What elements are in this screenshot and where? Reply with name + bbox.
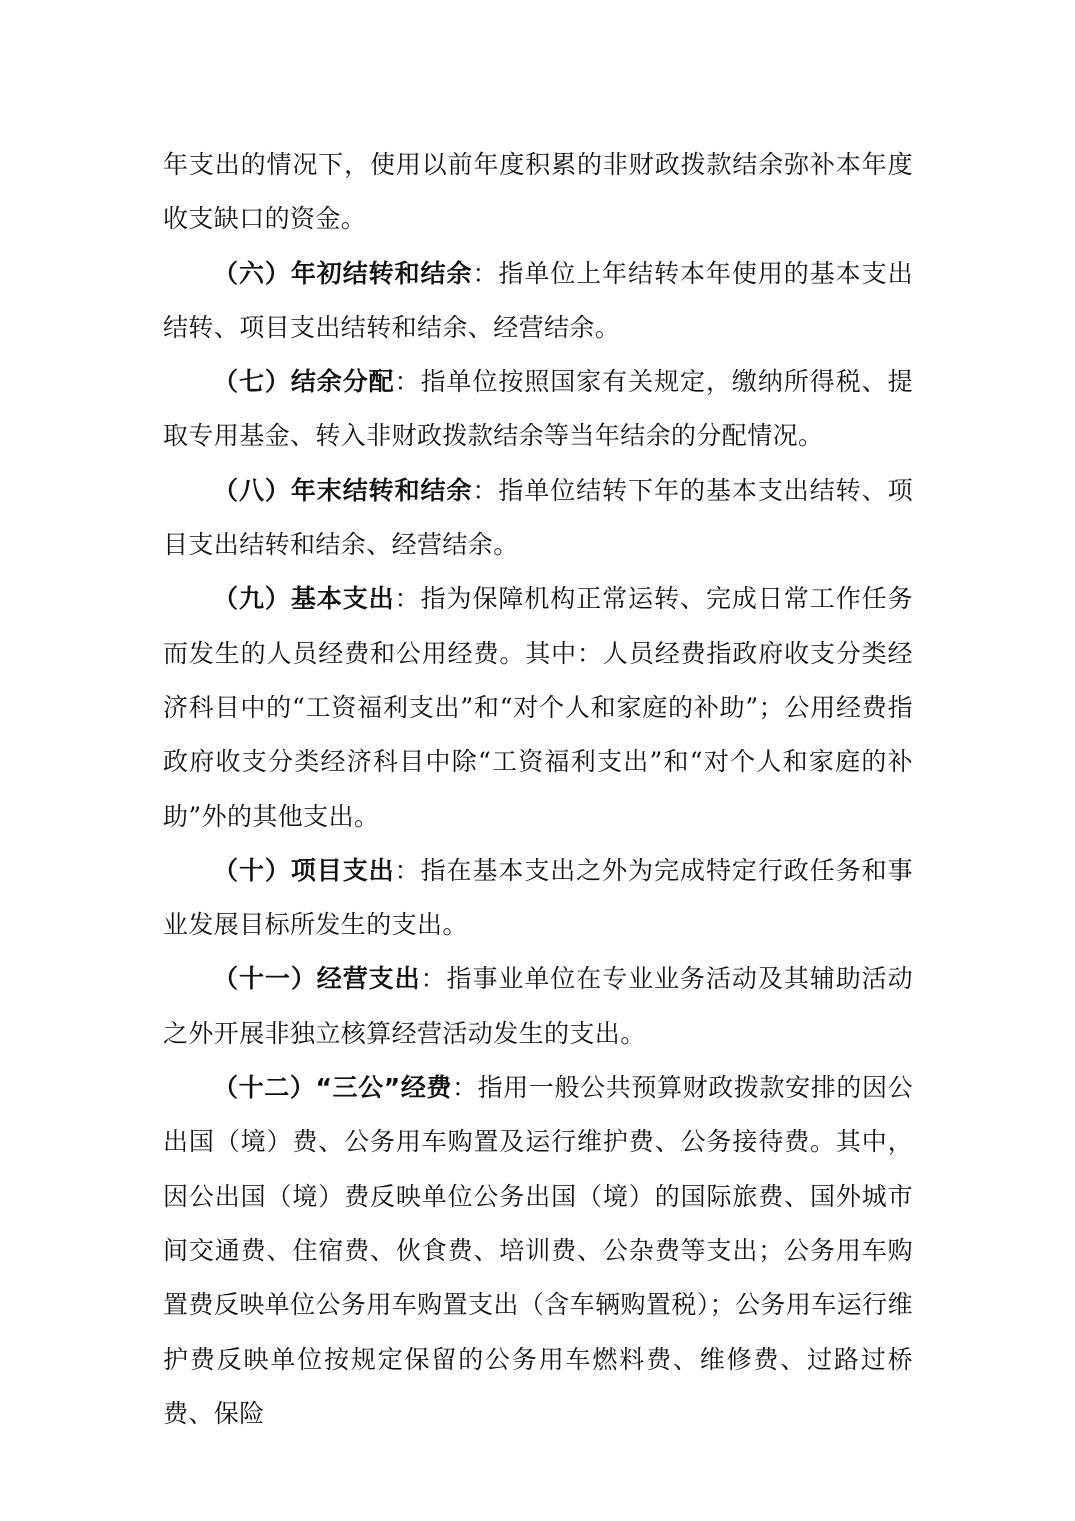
paragraph-term: （十二）“三公”经费 <box>213 1073 453 1103</box>
paragraph-item-8 <box>163 464 913 573</box>
paragraph-term: （九）基本支出 <box>213 584 395 614</box>
paragraph-term: （十一）经营支出 <box>213 964 421 994</box>
paragraph-item-7 <box>163 355 913 464</box>
paragraph-item-11 <box>163 952 913 1061</box>
paragraph-continuation <box>163 138 913 247</box>
paragraph-item-9 <box>163 572 913 843</box>
paragraph-item-10 <box>163 844 913 953</box>
paragraph-item-6 <box>163 247 913 356</box>
document-page <box>163 138 913 1441</box>
paragraph-text: 年支出的情况下，使用以前年度积累的非财政拨款结余弥补本年度收支缺口的资金。 <box>163 150 913 234</box>
paragraph-text: ：指单位上年结转本年使用的基本支出结转、项目支出结转和结余、经营结余。 <box>163 258 913 342</box>
paragraph-text: ：指用一般公共预算财政拨款安排的因公出国（境）费、公务用车购置及运行维护费、公务接待费。其中，因公出国（境）费反映单位公务出国（境）的国际旅费、国外城市间交通费、住宿费、伙食费、培训费、公杂费等支出；公务用车购置费反映单位公务用车购置支出（含车辆购置税）；公务用车运行维护费反映单位按规定保留的公务用车燃料费、维修费、过路过桥费、保险 <box>163 1073 913 1428</box>
paragraph-term: （六）年初结转和结余 <box>213 258 473 288</box>
paragraph-text: ：指单位结转下年的基本支出结转、项目支出结转和结余、经营结余。 <box>163 475 913 560</box>
paragraph-item-12 <box>163 1061 913 1441</box>
paragraph-text: ：指事业单位在专业业务活动及其辅助活动之外开展非独立核算经营活动发生的支出。 <box>163 964 914 1048</box>
paragraph-term: （七）结余分配 <box>213 367 395 397</box>
paragraph-text: ：指单位按照国家有关规定，缴纳所得税、提取专用基金、转入非财政拨款结余等当年结余的分配情况。 <box>163 367 913 451</box>
paragraph-term: （十）项目支出 <box>213 855 395 885</box>
paragraph-text: ：指在基本支出之外为完成特定行政任务和事业发展目标所发生的支出。 <box>163 855 913 940</box>
paragraph-term: （八）年末结转和结余 <box>213 475 473 505</box>
paragraph-text: ：指为保障机构正常运转、完成日常工作任务而发生的人员经费和公用经费。其中：人员经费指政府收支分类经济科目中的“工资福利支出”和“对个人和家庭的补助”；公用经费指政府收支分类经济科目中除“工资福利支出”和“对个人和家庭的补助”外的其他支出。 <box>163 584 913 831</box>
